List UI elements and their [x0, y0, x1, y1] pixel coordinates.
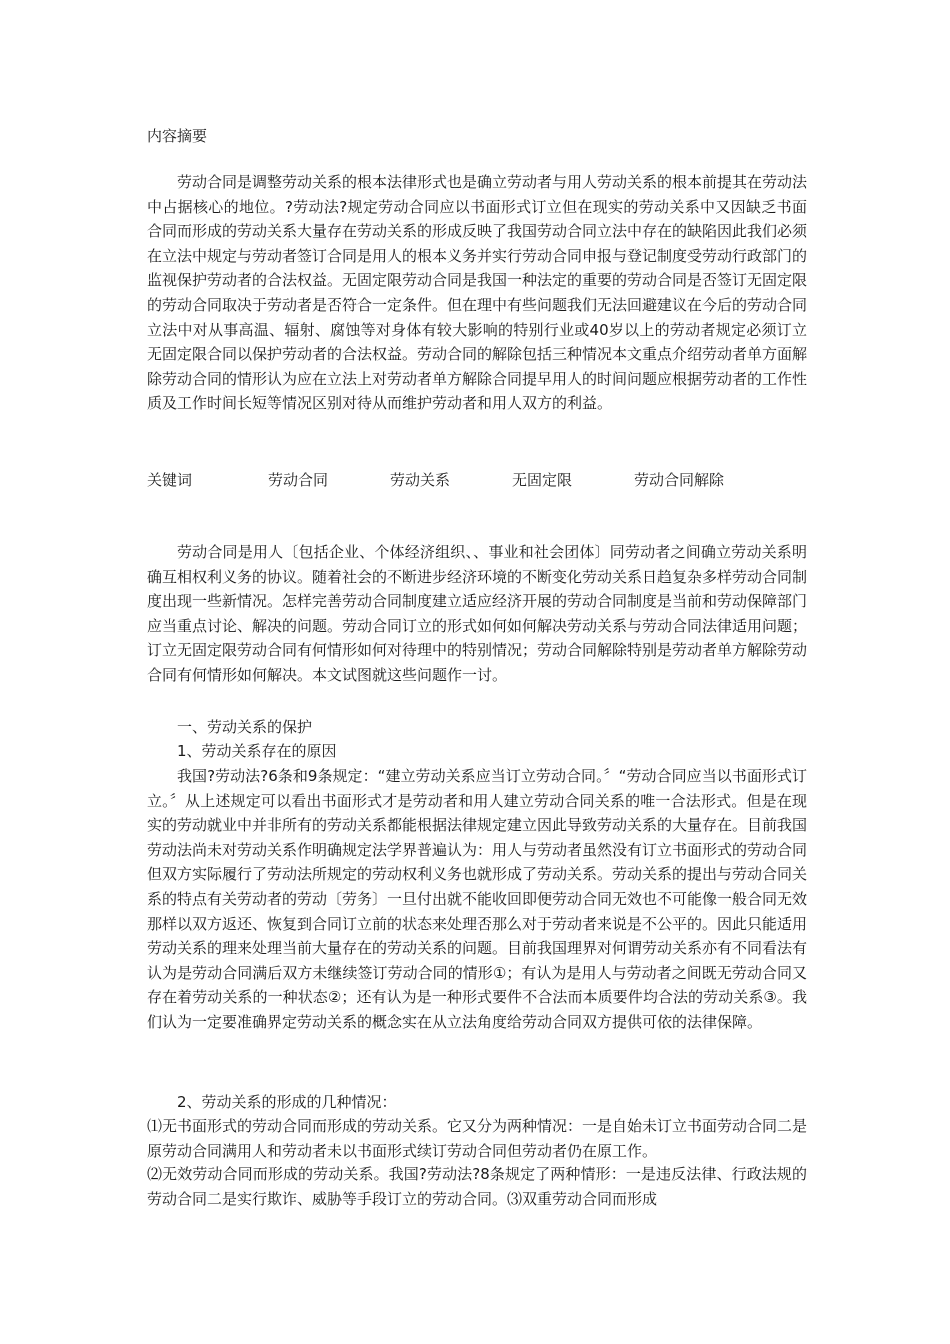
- list-item: ⑴无书面形式的劳动合同而形成的劳动关系。它又分为两种情况：一是自始未订立书面劳动合同二是原劳动合同满用人和劳动者未以书面形式续订劳动合同但劳动者仍在原工作。: [147, 1117, 808, 1160]
- keyword-item: 劳动关系: [390, 471, 451, 489]
- subsection-heading: 1、劳动关系存在的原因: [177, 742, 337, 760]
- section-heading: 一、劳动关系的保护: [177, 718, 313, 736]
- body-paragraph: 我国?劳动法?6条和9条规定：“建立劳动关系应当订立劳动合同。〞“劳动合同应当以书面形式订立。〞从上述规定可以看出书面形式才是劳动者和用人建立劳动合同关系的唯一合法形式。但是在现实的劳动就业中并非所有的劳动关系都能根据法律规定建立因此导致劳动关系的大量存在。目前我国劳动法尚未对劳动关系作明确规定法学界普遍认为：用人与劳动者虽然没有订立书面形式的劳动合同但双方实际履行了劳动法所规定的劳动权利义务也就形成了劳动关系。劳动关系的提出与劳动合同关系的特点有关劳动者的劳动〔劳务〕一旦付出就不能收回即便劳动合同无效也不可能像一般合同无效那样以双方返还、恢复到合同订立前的状态来处理否那么对于劳动者来说是不公平的。因此只能适用劳动关系的理来处理当前大量存在的劳动关系的问题。目前我国理界对何谓劳动关系亦有不同看法有认为是劳动合同满后双方未继续签订劳动合同的情形①；有认为是用人与劳动者之间既无劳动合同又存在着劳动关系的一种状态②；还有认为是一种形式要件不合法而本质要件均合法的劳动关系③。我们认为一定要准确界定劳动关系的概念实在从立法角度给劳动合同双方提供可依的法律保障。: [147, 767, 808, 1031]
- keyword-item: 无固定限: [512, 471, 573, 489]
- keyword-item: 劳动合同: [268, 471, 329, 489]
- abstract-heading: 内容摘要: [147, 127, 208, 145]
- keyword-item: 劳动合同解除: [634, 471, 725, 489]
- subsection-heading: 2、劳动关系的形成的几种情况：: [177, 1093, 397, 1111]
- keywords-row: [147, 468, 756, 492]
- intro-paragraph: 劳动合同是用人〔包括企业、个体经济组织、、事业和社会团体〕同劳动者之间确立劳动关系明确互相权利义务的协议。随着社会的不断进步经济环境的不断变化劳动关系日趋复杂多样劳动合同制度出现一些新情况。怎样完善劳动合同制度建立适应经济开展的劳动合同制度是当前和劳动保障部门应当重点讨论、解决的问题。劳动合同订立的形式如何如何解决劳动关系与劳动合同法律适用问题；订立无固定限劳动合同有何情形如何对待理中的特别情况；劳动合同解除特别是劳动者单方解除劳动合同有何情形如何解决。本文试图就这些问题作一讨。: [147, 543, 808, 684]
- list-item: ⑵无效劳动合同而形成的劳动关系。我国?劳动法?8条规定了两种情形：一是违反法律、行政法规的劳动合同二是实行欺诈、威胁等手段订立的劳动合同。⑶双重劳动合同而形成: [147, 1165, 807, 1208]
- keywords-label: 关键词: [147, 471, 193, 489]
- abstract-paragraph: 劳动合同是调整劳动关系的根本法律形式也是确立劳动者与用人劳动关系的根本前提其在劳动法中占据核心的地位。?劳动法?规定劳动合同应以书面形式订立但在现实的劳动关系中又因缺乏书面合同而形成的劳动关系大量存在劳动关系的形成反映了我国劳动合同立法中存在的缺陷因此我们必须在立法中规定与劳动者签订合同是用人的根本义务并实行劳动合同申报与登记制度受劳动行政部门的监视保护劳动者的合法权益。无固定限劳动合同是我国一种法定的重要的劳动合同是否签订无固定限的劳动合同取决于劳动者是否符合一定条件。但在理中有些问题我们无法回避建议在今后的劳动合同立法中对从事高温、辐射、腐蚀等对身体有较大影响的特别行业或40岁以上的劳动者规定必须订立无固定限合同以保护劳动者的合法权益。劳动合同的解除包括三种情况本文重点介绍劳动者单方面解除劳动合同的情形认为应在立法上对劳动者单方解除合同提早用人的时间问题应根据劳动者的工作性质及工作时间长短等情况区别对待从而维护劳动者和用人双方的利益。: [147, 173, 808, 413]
